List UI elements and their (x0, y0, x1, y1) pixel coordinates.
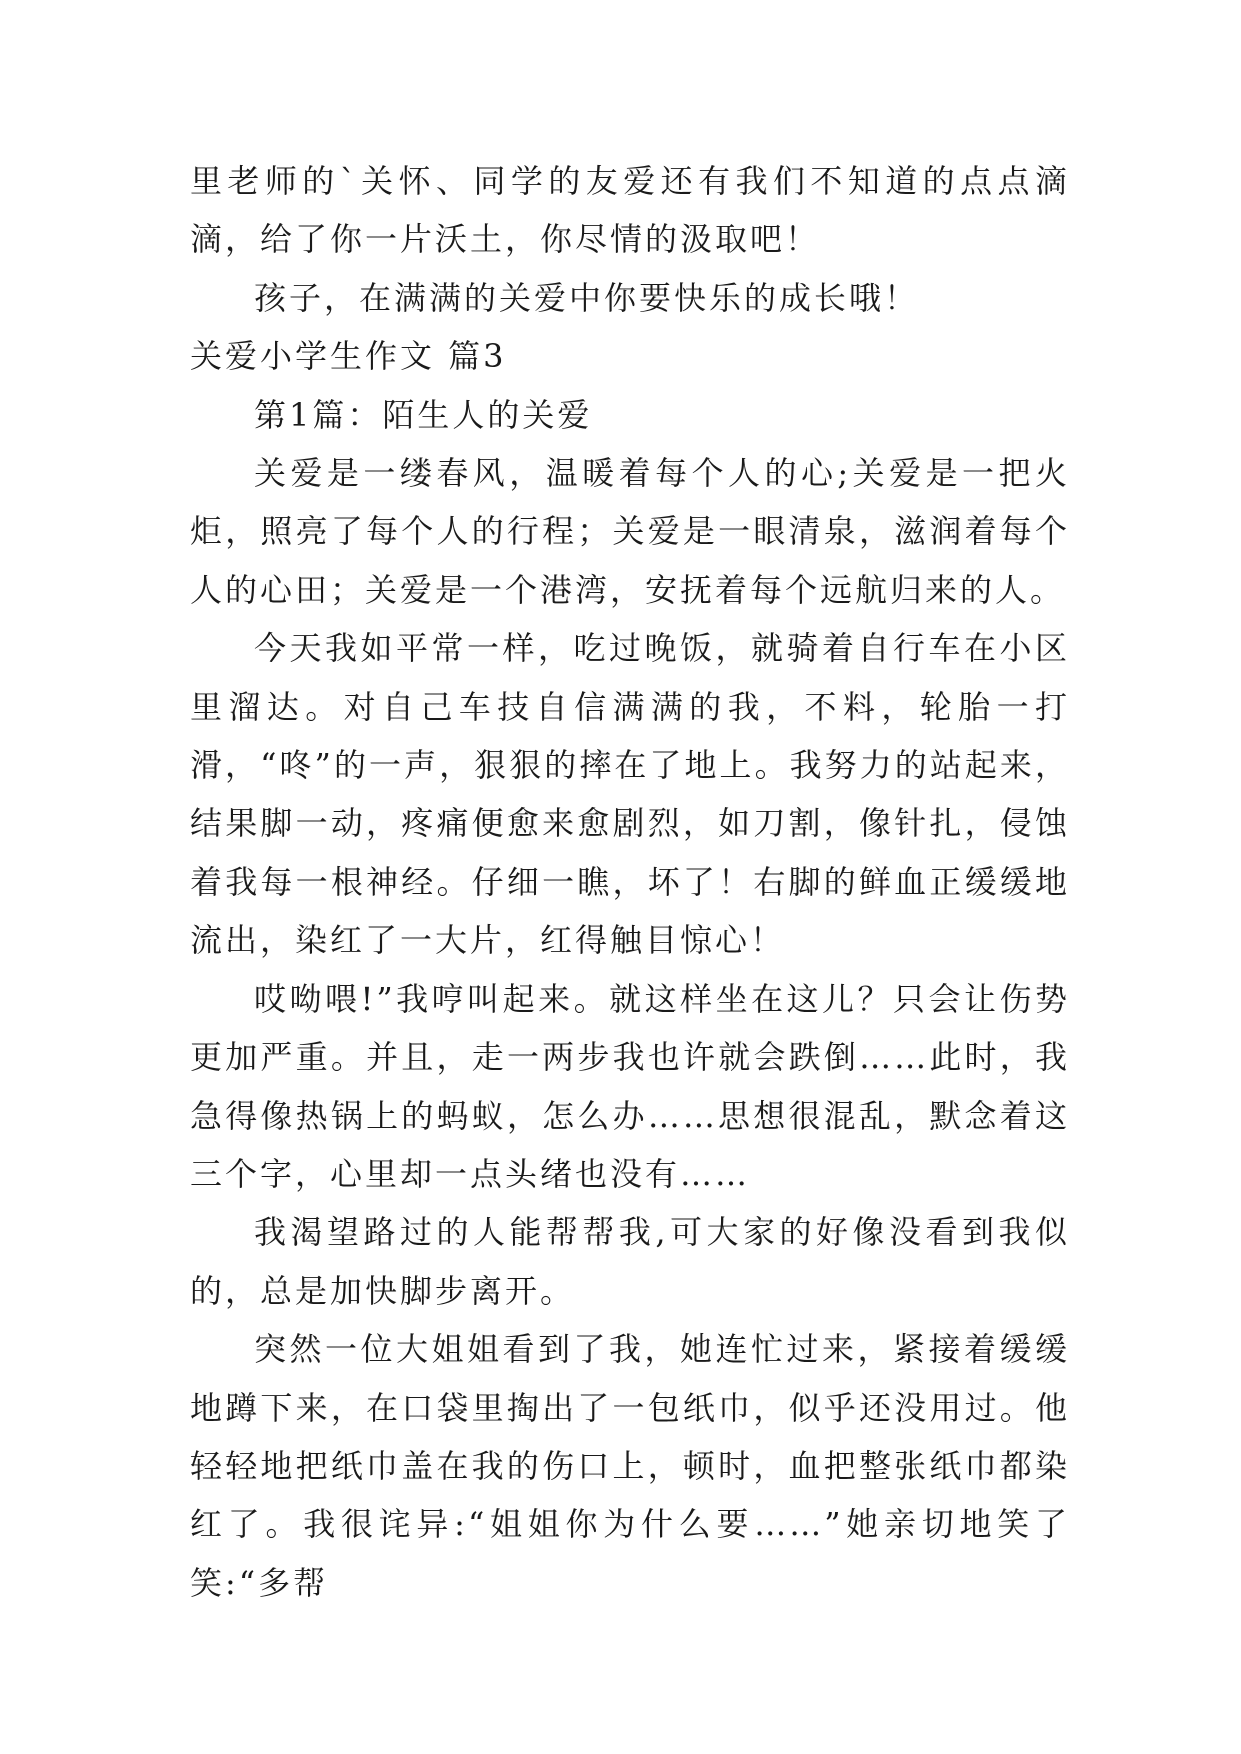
paragraph: 哎呦喂!”我哼叫起来。就这样坐在这儿？只会让伤势更加严重。并且，走一两步我也许就会跌倒……此时，我急得像热锅上的蚂蚁，怎么办……思想很混乱，默念着这三个字，心里却一点头绪也没有…… (190, 979, 1070, 1193)
article-subtitle: 第1篇：陌生人的关爱 (254, 395, 593, 434)
paragraph: 关爱是一缕春风，温暖着每个人的心;关爱是一把火炬，照亮了每个人的行程；关爱是一眼清泉，滋润着每个人的心田；关爱是一个港湾，安抚着每个远航归来的人。 (190, 454, 1070, 609)
section-heading: 关爱小学生作文 篇3 (190, 337, 507, 376)
paragraph: 今天我如平常一样，吃过晚饭，就骑着自行车在小区里溜达。对自己车技自信满满的我，不料，轮胎一打滑，“咚”的一声，狠狠的摔在了地上。我努力的站起来，结果脚一动，疼痛便愈来愈剧烈，如刀割，像针扎，侵蚀着我每一根神经。仔细一瞧，坏了！右脚的鲜血正缓缓地流出，染红了一大片，红得触目惊心！ (190, 629, 1070, 960)
paragraph-continued: 里老师的`关怀、同学的友爱还有我们不知道的点点滴滴，给了你一片沃土，你尽情的汲取吧！ (190, 162, 1070, 259)
document-body (190, 152, 1070, 1612)
paragraph: 我渴望路过的人能帮帮我,可大家的好像没看到我似的，总是加快脚步离开。 (190, 1213, 1070, 1310)
paragraph: 突然一位大姐姐看到了我，她连忙过来，紧接着缓缓地蹲下来，在口袋里掏出了一包纸巾，似乎还没用过。他轻轻地把纸巾盖在我的伤口上，顿时，血把整张纸巾都染红了。我很诧异:“姐姐你为什么要……”她亲切地笑了笑:“多帮 (190, 1330, 1070, 1602)
paragraph: 孩子，在满满的关爱中你要快乐的成长哦！ (254, 278, 920, 317)
